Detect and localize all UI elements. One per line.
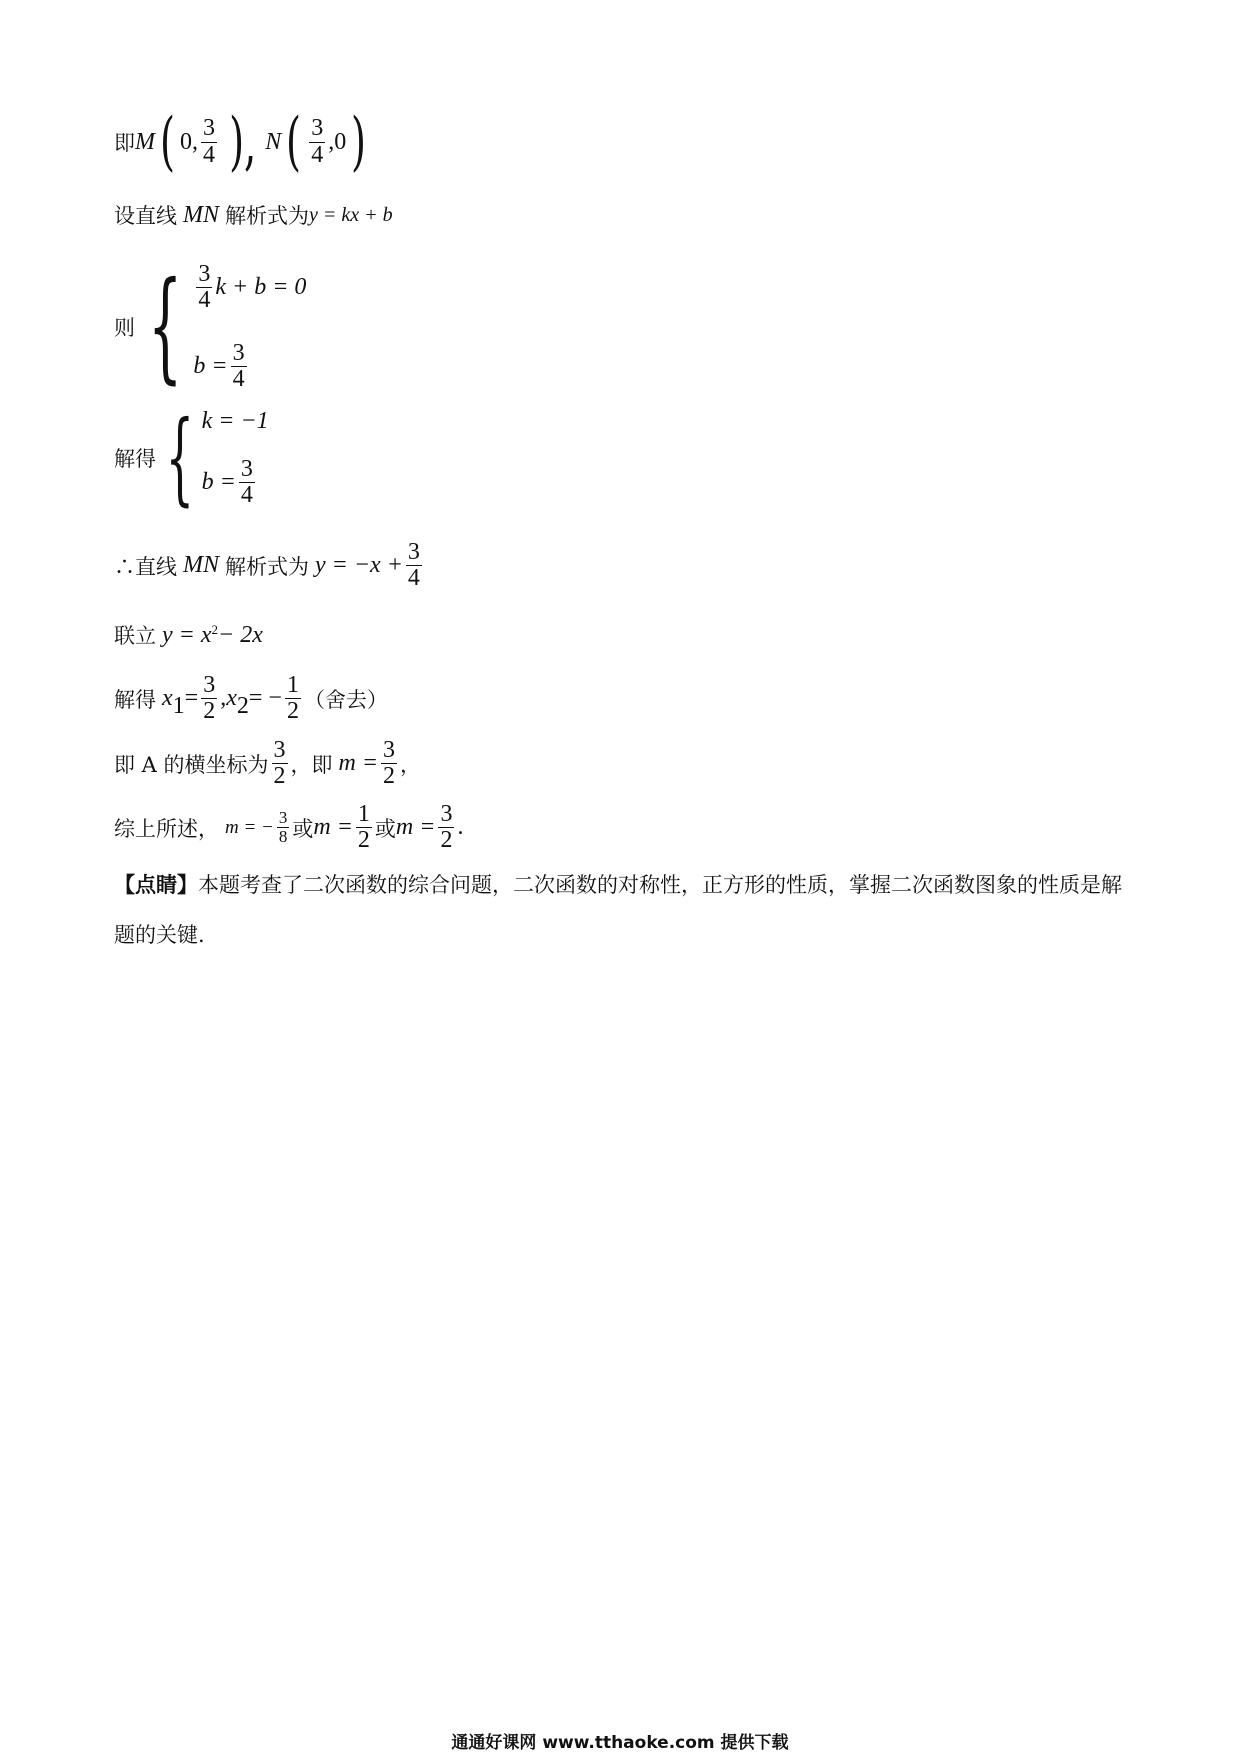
subscript: 2 (236, 693, 249, 720)
denominator: 2 (203, 698, 216, 725)
fraction (196, 262, 212, 313)
text: 综上所述， (114, 816, 219, 841)
fraction (309, 116, 325, 167)
superscript: 2 (211, 622, 218, 637)
coord-zero: ,0 (328, 128, 347, 155)
equation: y = kx + b (309, 203, 393, 226)
equation-system (202, 408, 269, 508)
text: ∴直线 (114, 554, 177, 579)
fraction (201, 673, 217, 724)
text-or: 或 (374, 816, 396, 841)
fraction (272, 738, 288, 789)
numerator: 3 (202, 115, 215, 142)
equation: k = −1 (201, 408, 269, 434)
denominator: 2 (357, 827, 370, 854)
text: 联立 (114, 624, 156, 648)
equation-lhs: b = (193, 352, 228, 379)
equals: = − (248, 685, 282, 712)
var-x: x (162, 685, 173, 712)
equation: − 2x (218, 621, 263, 648)
line-summary (114, 802, 463, 853)
var-mn: MN (183, 552, 219, 579)
comma: , (220, 685, 227, 712)
var-n: N (265, 128, 282, 155)
paren-close: ) (351, 105, 367, 179)
equation: m = (338, 750, 379, 777)
text: 解析式为 (225, 204, 309, 228)
line-a-abscissa (114, 738, 421, 789)
fraction (285, 673, 301, 724)
equation-row (202, 457, 269, 508)
subscript: 1 (172, 693, 185, 720)
denominator: 4 (198, 287, 211, 314)
text-jiede: 解得 (114, 447, 156, 471)
fraction (231, 341, 247, 392)
numerator: 3 (273, 737, 286, 763)
numerator: 3 (440, 801, 453, 827)
equation: m = (395, 814, 436, 841)
punct: ， (400, 752, 422, 777)
equation-row (193, 341, 306, 392)
denominator: 2 (383, 763, 396, 790)
paren-open: ( (159, 105, 175, 179)
numerator: 3 (232, 339, 245, 366)
fraction (438, 802, 454, 853)
text-or: 或 (292, 816, 314, 841)
numerator: 3 (198, 261, 211, 287)
equation: m = − (225, 816, 274, 838)
denominator: 4 (311, 141, 324, 168)
numerator: 3 (203, 672, 216, 698)
text: 设直线 (114, 204, 177, 228)
fraction (239, 457, 255, 508)
denominator: 2 (273, 763, 286, 790)
fraction (381, 738, 397, 789)
line-system-1 (114, 257, 307, 396)
numerator: 3 (278, 808, 288, 828)
equation-lhs: b = (201, 468, 236, 495)
dianjing-paragraph (114, 860, 1124, 960)
equation-row (193, 262, 306, 313)
numerator: 3 (383, 737, 396, 763)
var-x: x (226, 685, 237, 712)
fraction (356, 802, 372, 853)
brace-icon: { (147, 257, 183, 396)
dianjing-text: 本题考查了二次函数的综合问题，二次函数的对称性，正方形的性质，掌握二次函数图象的性质是解题的关键. (114, 873, 1122, 947)
line-system-2 (114, 399, 269, 516)
equation: y = x (162, 621, 212, 648)
fraction (201, 116, 217, 167)
coord-zero: 0, (179, 128, 198, 155)
punct: . (457, 814, 464, 841)
paren-open: ( (286, 105, 302, 179)
denominator: 8 (278, 827, 288, 847)
line-combine (114, 620, 263, 650)
text: 即 A 的横坐标为 (114, 752, 269, 777)
equation: y = −x + (315, 552, 403, 579)
equation-row (202, 408, 269, 435)
denominator: 4 (232, 365, 245, 392)
text-ji: 即 (114, 131, 135, 155)
line-mn-result (114, 540, 425, 591)
dianjing-label: 【点睛】 (114, 872, 198, 897)
text-ze: 则 (114, 316, 135, 340)
brace-icon: { (165, 399, 195, 516)
fraction (277, 809, 290, 846)
denominator: 4 (240, 481, 253, 508)
equation-system (193, 262, 306, 392)
paren-close: ), (229, 105, 257, 179)
line-roots (114, 673, 388, 724)
numerator: 3 (240, 455, 253, 482)
denominator: 4 (407, 565, 420, 592)
denominator: 4 (202, 141, 215, 168)
var-m: M (135, 128, 155, 155)
numerator: 1 (286, 672, 299, 698)
line-set-mn (114, 200, 393, 230)
equation: k + b = 0 (215, 274, 307, 301)
line-points-mn (114, 105, 371, 179)
text: 解析式为 (225, 554, 309, 579)
numerator: 3 (311, 115, 324, 142)
var-mn: MN (183, 201, 219, 228)
numerator: 3 (407, 539, 420, 565)
numerator: 1 (357, 801, 370, 827)
note: （舍去） (303, 687, 388, 712)
text: ，即 (290, 752, 333, 777)
footer: 通通好课网 www.tthaoke.com 提供下载 (451, 1733, 789, 1753)
fraction (406, 540, 422, 591)
denominator: 2 (440, 827, 453, 854)
text: 解得 (114, 687, 156, 712)
denominator: 2 (286, 698, 299, 725)
equals: = (184, 685, 199, 712)
equation: m = (313, 814, 353, 841)
